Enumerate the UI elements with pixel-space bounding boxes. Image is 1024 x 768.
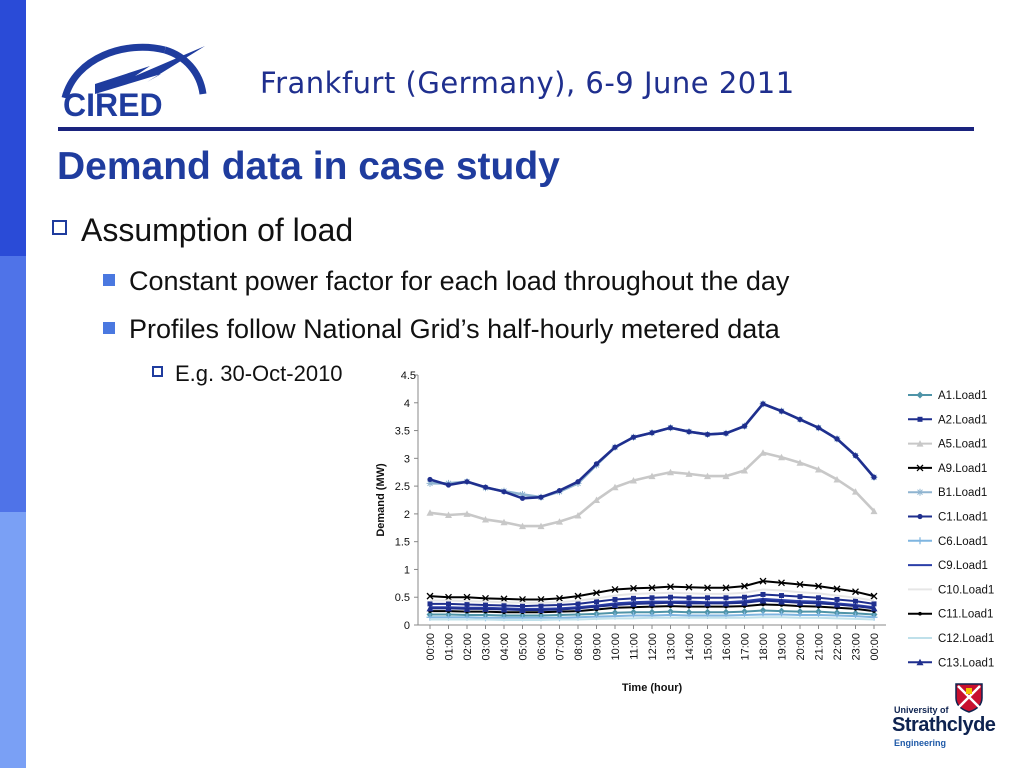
legend-marker-b1-load1 bbox=[917, 489, 924, 496]
data-point-a2-load1 bbox=[613, 597, 618, 602]
data-point-a2-load1 bbox=[761, 592, 766, 597]
x-tick-label: 06:00 bbox=[536, 633, 548, 661]
data-point-c1-load1 bbox=[464, 479, 469, 484]
x-tick-label: 22:00 bbox=[832, 633, 844, 661]
legend-label-a9-load1: A9.Load1 bbox=[938, 462, 988, 475]
data-point-a2-load1 bbox=[705, 595, 710, 600]
data-point-c1-load1 bbox=[557, 488, 562, 493]
data-point-c1-load1 bbox=[612, 445, 617, 450]
data-point-c1-load1 bbox=[446, 482, 451, 487]
legend-label-b1-load1: B1.Load1 bbox=[938, 487, 988, 500]
header-rule bbox=[58, 127, 974, 131]
filled-square-bullet-icon bbox=[103, 274, 115, 286]
sub2-text: Profiles follow National Grid’s half-hourly metered data bbox=[129, 314, 780, 344]
legend-label-c12-load1: C12.Load1 bbox=[938, 633, 995, 645]
data-point-c1-load1 bbox=[483, 485, 488, 490]
bullet-level3 bbox=[152, 361, 343, 387]
sidebar-block-2 bbox=[0, 256, 26, 512]
x-tick-label: 11:00 bbox=[628, 633, 641, 660]
x-tick-label: 14:00 bbox=[684, 633, 696, 661]
data-point-c1-load1 bbox=[427, 477, 432, 482]
data-point-a2-load1 bbox=[742, 595, 747, 600]
filled-square-bullet-icon bbox=[103, 322, 115, 334]
y-tick-label: 1.5 bbox=[394, 536, 410, 549]
conference-heading: Frankfurt (Germany), 6-9 June 2011 bbox=[260, 66, 795, 100]
series-line-b1-load1 bbox=[430, 404, 874, 497]
legend-marker-a2-load1 bbox=[918, 417, 923, 422]
legend-label-c11-load1: C11.Load1 bbox=[938, 608, 994, 621]
x-tick-label: 12:00 bbox=[647, 633, 659, 661]
slide-title: Demand data in case study bbox=[57, 145, 560, 188]
legend-label-c6-load1: C6.Load1 bbox=[938, 535, 988, 548]
y-tick-label: 1 bbox=[403, 564, 410, 577]
sidebar-block-3 bbox=[0, 512, 26, 768]
data-point-c1-load1 bbox=[594, 461, 599, 466]
demand-line-chart bbox=[370, 365, 1020, 695]
data-point-a2-load1 bbox=[687, 595, 692, 600]
hollow-square-bullet-icon bbox=[152, 366, 163, 377]
subsub1-text: E.g. 30-Oct-2010 bbox=[175, 361, 343, 386]
data-point-c1-load1 bbox=[501, 489, 506, 494]
data-point-c1-load1 bbox=[668, 425, 673, 430]
y-tick-label: 2 bbox=[403, 508, 410, 521]
univ-of-text: University of bbox=[894, 705, 949, 715]
univ-dept-text: Engineering bbox=[894, 738, 947, 748]
x-tick-label: 00:00 bbox=[425, 633, 437, 661]
bullet-level2-1 bbox=[103, 266, 789, 297]
hollow-square-bullet-icon bbox=[52, 220, 67, 235]
x-tick-label: 23:00 bbox=[850, 633, 863, 661]
sidebar-block-1 bbox=[0, 0, 26, 256]
series-line-c1-load1 bbox=[430, 404, 874, 498]
legend-label-c9-load1: C9.Load1 bbox=[938, 560, 988, 573]
legend-marker-c6-load1 bbox=[917, 537, 924, 544]
left-sidebar bbox=[0, 0, 26, 768]
y-axis-title: Demand (MW) bbox=[375, 463, 387, 537]
x-tick-label: 08:00 bbox=[573, 633, 585, 661]
y-tick-label: 4.5 bbox=[400, 370, 416, 382]
y-tick-label: 4 bbox=[403, 397, 410, 410]
x-tick-label: 18:00 bbox=[758, 633, 770, 661]
data-point-c1-load1 bbox=[760, 401, 765, 406]
y-tick-label: 0.5 bbox=[394, 592, 410, 605]
logo-text: CIRED bbox=[63, 87, 163, 123]
data-point-a2-load1 bbox=[779, 593, 784, 598]
x-tick-label: 01:00 bbox=[443, 633, 456, 661]
data-point-c1-load1 bbox=[649, 430, 654, 435]
legend-label-a2-load1: A2.Load1 bbox=[938, 414, 988, 427]
legend-label-c13-load1: C13.Load1 bbox=[938, 657, 995, 670]
data-point-c1-load1 bbox=[723, 431, 728, 436]
bullet-level2-2 bbox=[103, 314, 780, 345]
data-point-a2-load1 bbox=[798, 594, 803, 599]
x-tick-label: 16:00 bbox=[721, 633, 733, 661]
x-tick-label: 17:00 bbox=[739, 633, 752, 661]
data-point-c1-load1 bbox=[538, 495, 543, 500]
bullet-level1 bbox=[52, 212, 353, 249]
x-tick-label: 05:00 bbox=[517, 633, 530, 661]
univ-name-text: Strathclyde bbox=[892, 714, 996, 736]
data-point-c1-load1 bbox=[779, 409, 784, 414]
x-tick-label: 13:00 bbox=[665, 633, 678, 661]
legend-label-a1-load1: A1.Load1 bbox=[938, 390, 988, 402]
data-point-c1-load1 bbox=[705, 432, 710, 437]
data-point-c1-load1 bbox=[853, 453, 858, 458]
x-tick-label: 10:00 bbox=[610, 633, 622, 661]
legend-label-a5-load1: A5.Load1 bbox=[938, 438, 988, 451]
x-axis-title: Time (hour) bbox=[621, 682, 683, 694]
data-point-a2-load1 bbox=[650, 595, 655, 600]
x-tick-label: 04:00 bbox=[499, 633, 511, 661]
legend-label-c1-load1: C1.Load1 bbox=[938, 511, 988, 524]
x-tick-label: 09:00 bbox=[591, 633, 604, 661]
x-tick-label: 03:00 bbox=[480, 633, 493, 661]
data-point-c1-load1 bbox=[686, 429, 691, 434]
legend-marker-c1-load1 bbox=[917, 514, 922, 519]
bullet1-text: Assumption of load bbox=[81, 212, 354, 248]
data-point-c1-load1 bbox=[797, 417, 802, 422]
x-tick-label: 15:00 bbox=[702, 633, 715, 661]
data-point-c1-load1 bbox=[520, 496, 525, 501]
data-point-c1-load1 bbox=[575, 479, 580, 484]
sub1-text: Constant power factor for each load throughout the day bbox=[129, 266, 790, 296]
data-point-c1-load1 bbox=[742, 424, 747, 429]
x-tick-label: 02:00 bbox=[462, 633, 474, 661]
y-tick-label: 3 bbox=[403, 453, 410, 466]
data-point-a2-load1 bbox=[816, 595, 821, 600]
data-point-c1-load1 bbox=[871, 475, 876, 480]
x-tick-label: 21:00 bbox=[813, 633, 826, 661]
y-tick-label: 2.5 bbox=[394, 481, 410, 494]
y-tick-label: 3.5 bbox=[394, 425, 410, 438]
legend-marker-c11-load1 bbox=[918, 612, 922, 616]
data-point-c1-load1 bbox=[631, 435, 636, 440]
legend-label-c10-load1: C10.Load1 bbox=[938, 584, 995, 597]
cired-logo bbox=[55, 36, 215, 124]
x-tick-label: 07:00 bbox=[554, 633, 567, 661]
x-tick-label: 19:00 bbox=[776, 633, 789, 661]
data-point-a2-load1 bbox=[724, 595, 729, 600]
data-point-c1-load1 bbox=[816, 425, 821, 430]
x-tick-label: 00:00 bbox=[869, 633, 881, 661]
data-point-a2-load1 bbox=[668, 595, 673, 600]
x-tick-label: 20:00 bbox=[795, 633, 807, 661]
data-point-c1-load1 bbox=[834, 436, 839, 441]
legend-marker-a1-load1 bbox=[917, 392, 924, 399]
y-tick-label: 0 bbox=[403, 620, 410, 632]
data-point-a2-load1 bbox=[631, 596, 636, 601]
